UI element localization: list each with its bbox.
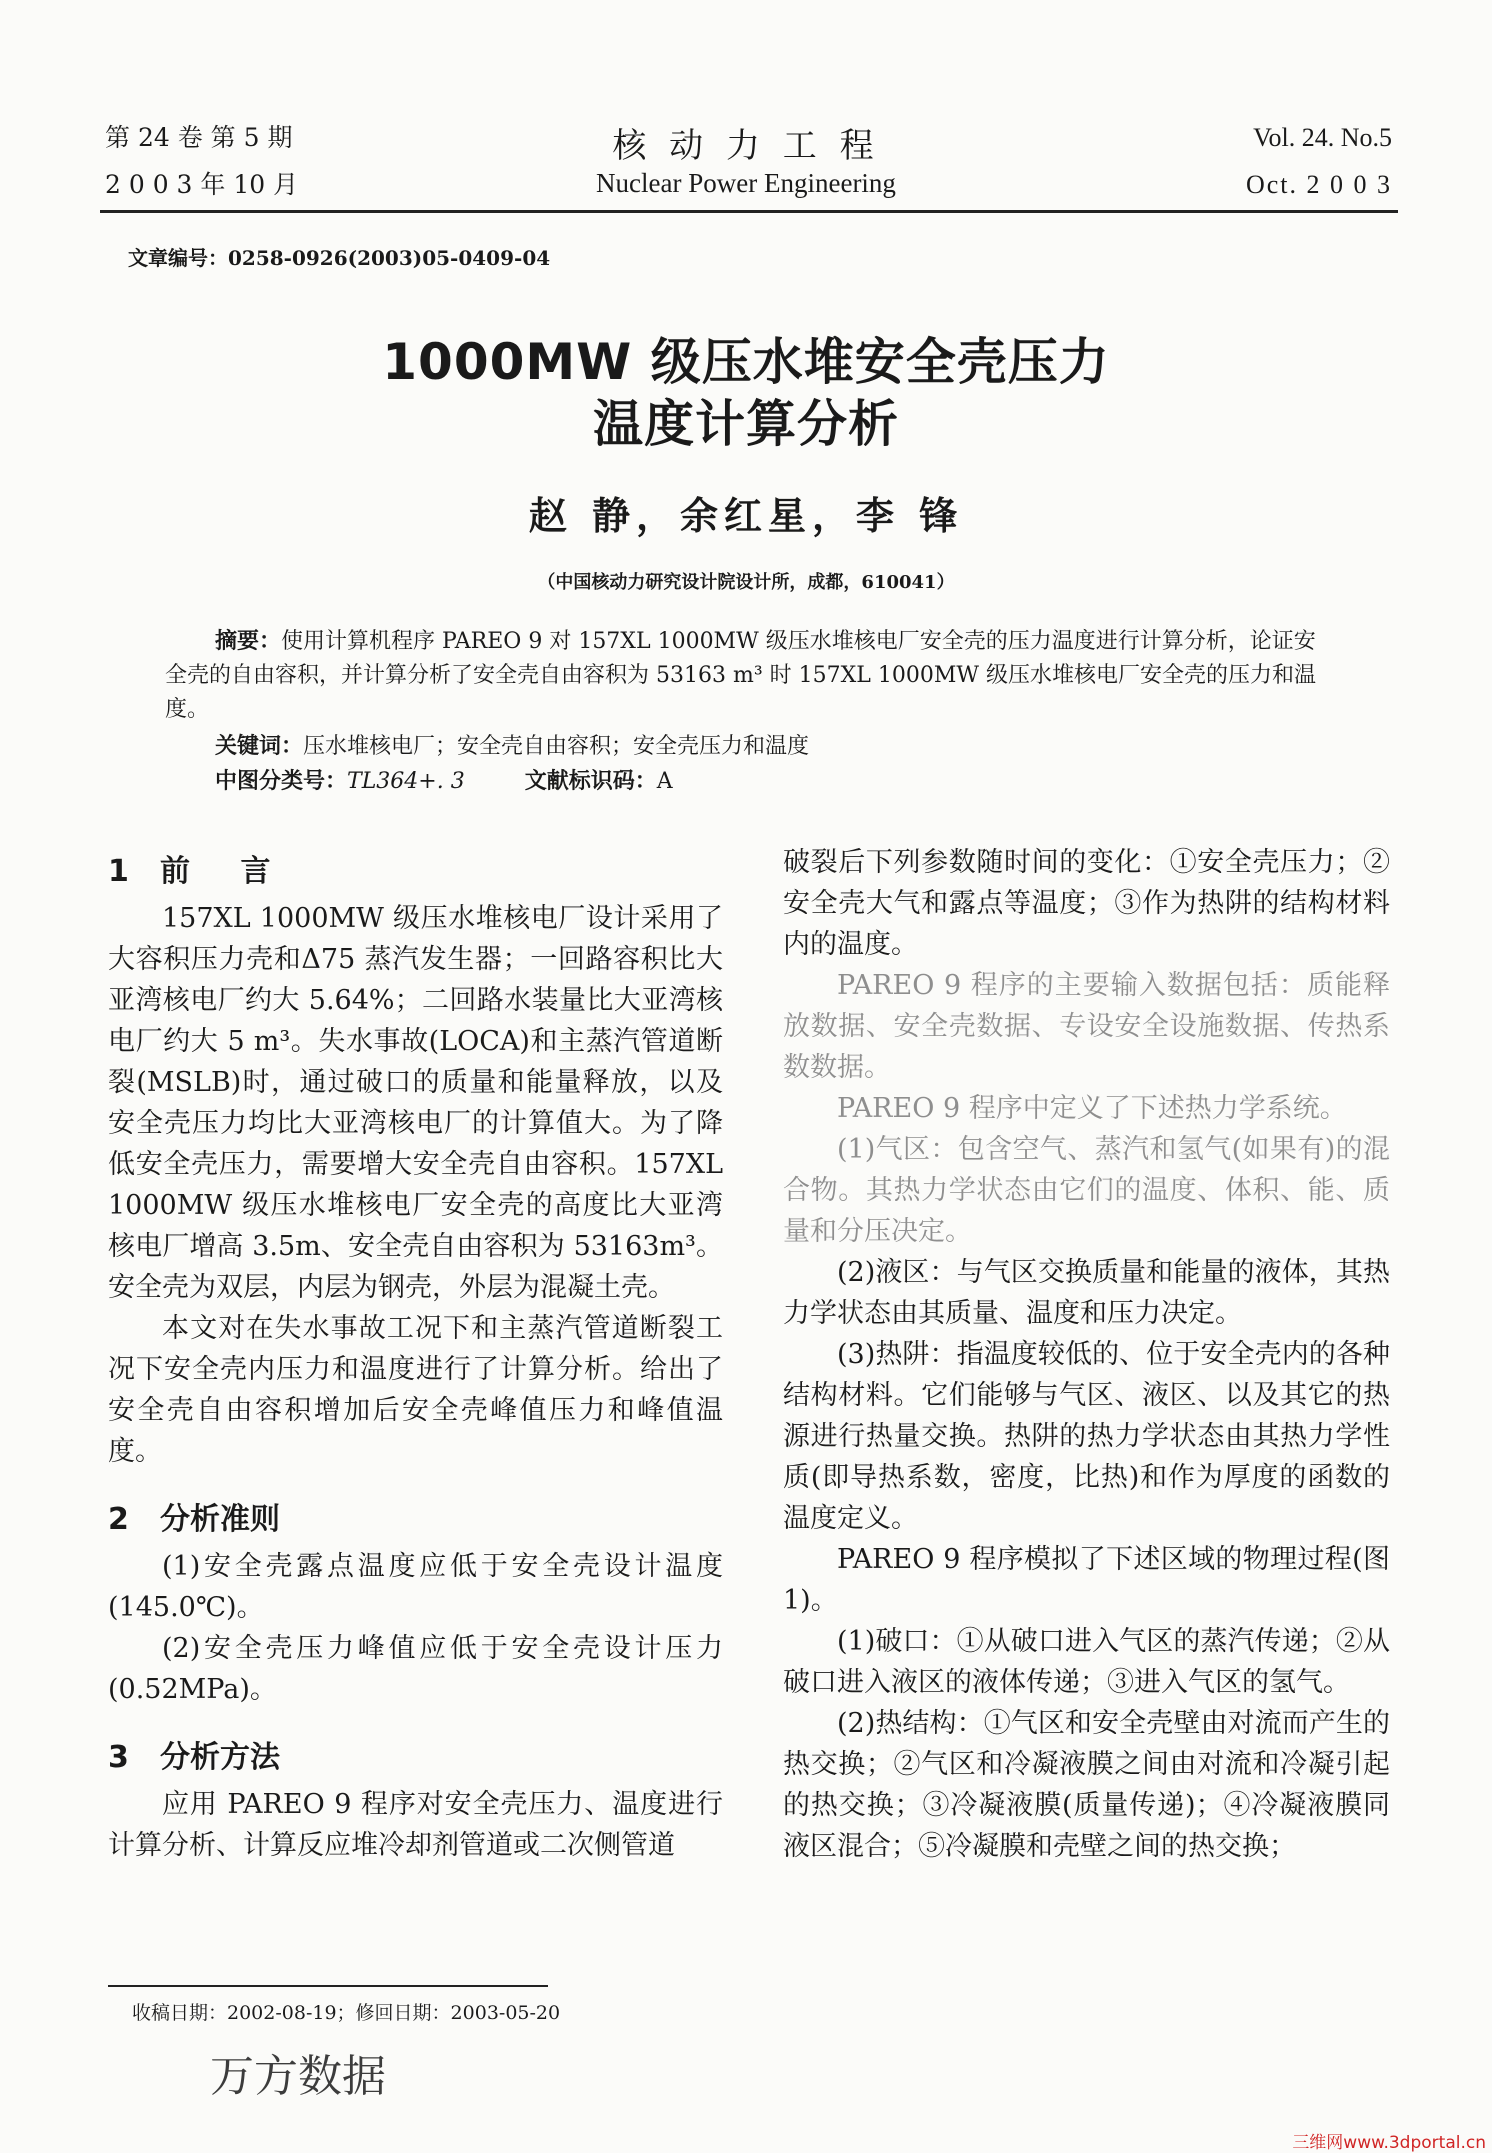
right-para6: (3)热阱：指温度较低的、位于安全壳内的各种结构材料。它们能够与气区、液区、以及其它的热源进行热量交换。热阱的热力学状态由其热力学性质(即导热系数，密度，比热)和作为厚度的函数的温度定义。 — [783, 1339, 1390, 1534]
right-para8: (1)破口：①从破口进入气区的蒸汽传递；②从破口进入液区的液体传递；③进入气区的氢气。 — [783, 1626, 1390, 1698]
abstract-body: 使用计算机程序 PAREO 9 对 157XL 1000MW 级压水堆核电厂安全壳的压力温度进行计算分析，论证安全壳的自由容积，并计算分析了安全壳自由容积为 53163 m³ 时 157XL 1000MW 级压水堆核电厂安全壳的压力和温度。 — [165, 629, 1317, 722]
paper-title-line2: 温度计算分析 — [593, 395, 899, 453]
site-mark: 三维网www.3dportal.cn — [1292, 2133, 1486, 2153]
right-para7: PAREO 9 程序模拟了下述区域的物理过程(图 1)。 — [783, 1544, 1390, 1616]
section-1-heading: 1 前 言 — [108, 854, 291, 889]
keywords-line — [165, 729, 1335, 764]
doc-code: A — [656, 769, 673, 794]
journal-title-cn: 核 动 力 工 程 — [612, 126, 880, 166]
authors: 赵 静，余红星，李 锋 — [528, 493, 964, 538]
classification-line — [165, 764, 1335, 799]
abstract-label: 摘要： — [215, 628, 282, 654]
right-para1: 破裂后下列参数随时间的变化：①安全壳压力；②安全壳大气和露点等温度；③作为热阱的结构材料内的温度。 — [783, 847, 1390, 960]
journal-title-en: Nuclear Power Engineering — [596, 168, 896, 198]
sec1-para1: 157XL 1000MW 级压水堆核电厂设计采用了大容积压力壳和Δ75 蒸汽发生器；一回路容积比大亚湾核电厂约大 5.64%；二回路水装量比大亚湾核电厂约大 5 m³。失水事故(LOCA)和主蒸汽管道断裂(MSLB)时，通过破口的质量和能量释放，以及安全壳压力均比大亚湾核电厂的计算值大。为了降低安全壳压力，需要增大安全壳自由容积。157XL 1000MW 级压水堆核电厂安全壳的高度比大亚湾核电厂增高 3.5m、安全壳自由容积为 53163m³。安全壳为双层，内层为钢壳，外层为混凝土壳。 — [108, 903, 723, 1303]
volume-issue-en: Vol. 24. No.5 — [1253, 123, 1392, 152]
paper-title-line1: 1000MW 级压水堆安全壳压力 — [382, 333, 1110, 391]
right-para4: (1)气区：包含空气、蒸汽和氢气(如果有)的混合物。其热力学状态由它们的温度、体积、能、质量和分压决定。 — [783, 1134, 1390, 1247]
sec1-para2: 本文对在失水事故工况下和主蒸汽管道断裂工况下安全壳内压力和温度进行了计算分析。给出了安全壳自由容积增加后安全壳峰值压力和峰值温度。 — [108, 1313, 723, 1467]
footnote-rule — [108, 1985, 548, 1987]
article-number: 文章编号：0258-0926(2003)05-0409-04 — [128, 246, 551, 270]
sec2-para2: (2)安全壳压力峰值应低于安全壳设计压力(0.52MPa)。 — [108, 1633, 723, 1705]
right-column — [783, 842, 1390, 1867]
right-para3: PAREO 9 程序中定义了下述热力学系统。 — [837, 1093, 1347, 1124]
doc-code-label: 文献标识码： — [524, 768, 657, 794]
right-para5: (2)液区：与气区交换质量和能量的液体，其热力学状态由其质量、温度和压力决定。 — [783, 1257, 1390, 1329]
date-cn: 2 0 0 3 年 10 月 — [105, 170, 299, 199]
section-3-heading: 3 分析方法 — [108, 1740, 280, 1775]
right-para2: PAREO 9 程序的主要输入数据包括：质能释放数据、安全壳数据、专设安全设施数据、传热系数数据。 — [783, 970, 1390, 1083]
sec2-para1: (1)安全壳露点温度应低于安全壳设计温度(145.0℃)。 — [108, 1551, 723, 1623]
header-rule — [100, 210, 1398, 213]
right-para9: (2)热结构：①气区和安全壳壁由对流而产生的热交换；②气区和冷凝液膜之间由对流和冷凝引起的热交换；③冷凝液膜(质量传递)；④冷凝液膜同液区混合；⑤冷凝膜和壳壁之间的热交换； — [783, 1708, 1390, 1862]
left-column — [108, 840, 723, 1866]
date-en: Oct. 2 0 0 3 — [1245, 170, 1392, 199]
keywords-label: 关键词： — [215, 733, 304, 759]
clc-code: TL364+. 3 — [347, 769, 465, 794]
volume-issue-cn: 第 24 卷 第 5 期 — [105, 123, 293, 152]
received-date: 收稿日期：2002-08-19；修回日期：2003-05-20 — [132, 2002, 561, 2024]
keywords: 压水堆核电厂；安全壳自由容积；安全壳压力和温度 — [303, 734, 810, 759]
abstract — [165, 624, 1335, 799]
sec3-para1: 应用 PAREO 9 程序对安全壳压力、温度进行计算分析、计算反应堆冷却剂管道或二次侧管道 — [108, 1789, 723, 1861]
section-2-heading: 2 分析准则 — [108, 1502, 280, 1537]
clc-label: 中图分类号： — [215, 768, 348, 794]
wanfang-watermark: 万方数据 — [210, 2051, 386, 2102]
affiliation: （中国核动力研究设计院设计所，成都，610041） — [537, 572, 955, 593]
abstract-text — [165, 624, 1335, 727]
